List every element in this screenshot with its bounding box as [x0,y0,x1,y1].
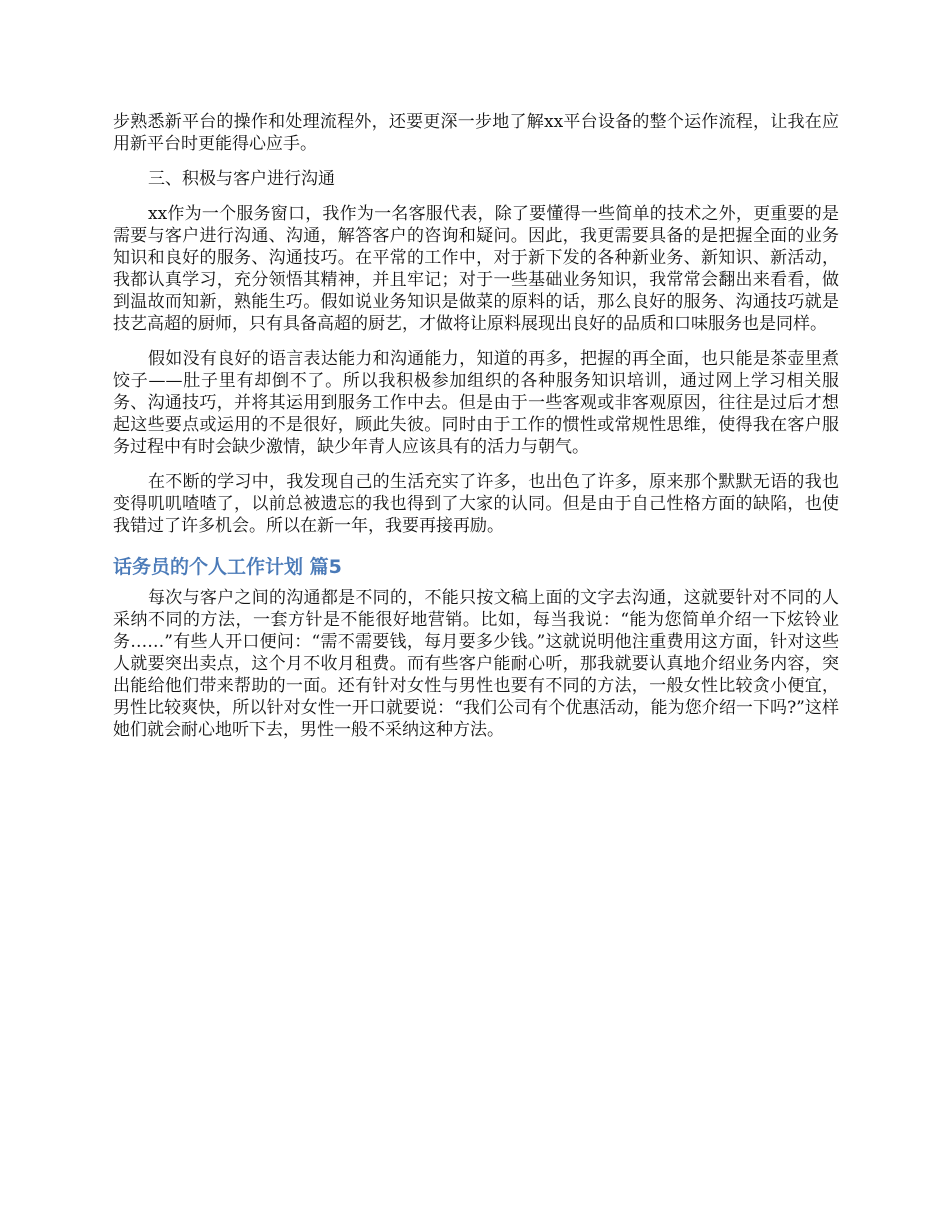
paragraph-service-window: xx作为一个服务窗口，我作为一名客服代表，除了要懂得一些简单的技术之外，更重要的是需要与客户进行沟通、沟通，解答客户的咨询和疑问。因此，我更需要具备的是把握全面的业务知识和良好的服务、沟通技巧。在平常的工作中，对于新下发的各种新业务、新知识、新活动，我都认真学习，充分领悟其精神，并且牢记；对于一些基础业务知识，我常常会翻出来看看，做到温故而知新，熟能生巧。假如说业务知识是做菜的原料的话，那么良好的服务、沟通技巧就是技艺高超的厨师，只有具备高超的厨艺，才做将让原料展现出良好的品质和口味服务也是同样。 [113,204,839,334]
paragraph-section-5: 每次与客户之间的沟通都是不同的，不能只按文稿上面的文字去沟通，这就要针对不同的人采纳不同的方法，一套方针是不能很好地营销。比如，每当我说：“能为您简单介绍一下炫铃业务……”有些人开口便问：“需不需要钱，每月要多少钱。”这就说明他注重费用这方面，针对这些人就要突出卖点，这个月不收月租费。而有些客户能耐心听，那我就要认真地介绍业务内容，突出能给他们带来帮助的一面。还有针对女性与男性也要有不同的方法，一般女性比较贪小便宜，男性比较爽快，所以针对女性一开口就要说：“我们公司有个优惠活动，能为您介绍一下吗?”这样她们就会耐心地听下去，男性一般不采纳这种方法。 [113,588,839,740]
document-page [113,111,839,754]
paragraph-language-skills: 假如没有良好的语言表达能力和沟通能力，知道的再多，把握的再全面，也只能是茶壶里煮饺子——肚子里有却倒不了。所以我积极参加组织的各种服务知识培训，通过网上学习相关服务、沟通技巧，并将其运用到服务工作中去。但是由于一些客观或非客观原因，往往是过后才想起这些要点或运用的不是很好，顾此失彼。同时由于工作的惯性或常规性思维，使得我在客户服务过程中有时会缺少激情，缺少年青人应该具有的活力与朝气。 [113,349,839,457]
subheading-communication: 三、积极与客户进行沟通 [148,169,335,189]
paragraph-continuation: 步熟悉新平台的操作和处理流程外，还要更深一步地了解xx平台设备的整个运作流程，让我在应用新平台时更能得心应手。 [113,112,839,154]
section-heading: 话务员的个人工作计划 篇5 [113,556,342,578]
paragraph-learning: 在不断的学习中，我发现自己的生活充实了许多，也出色了许多，原来那个默默无语的我也变得叽叽喳喳了，以前总被遗忘的我也得到了大家的认同。但是由于自己性格方面的缺陷，也使我错过了许多机会。所以在新一年，我要再接再励。 [113,472,839,536]
